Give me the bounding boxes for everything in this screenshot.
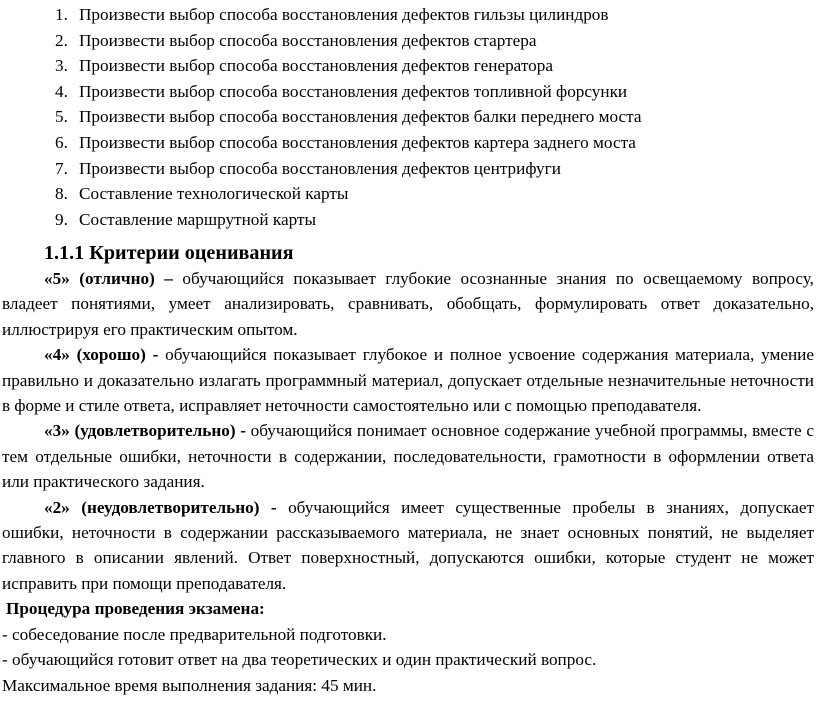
grade-description: обучающийся понимает основное содержание учебной программы, вместе с тем отдельные ошибки, неточности в содержании, последовательности, грамотности в оформлении ответа или практического задания. bbox=[2, 421, 814, 492]
list-item bbox=[55, 207, 795, 233]
grade-description: обучающийся показывает глубокие осознанные знания по освещаемому вопросу, владеет понятиями, умеет анализировать, сравнивать, обобщать, формулировать ответ доказательно, иллюстрируя его практическим опытом. bbox=[2, 269, 814, 339]
grade-label: «5» (отлично) – bbox=[44, 269, 173, 288]
grade-description: обучающийся имеет существенные пробелы в знаниях, допускает ошибки, неточности в содержании рассказываемого материала, не знает основных понятий, не выделяет главного в описании явлений. Ответ поверхностный, допускаются ошибки, которые студент не может исправить при помощи преподавателя. bbox=[2, 497, 814, 593]
max-time-line: Максимальное время выполнения задания: 45 мин. bbox=[2, 675, 377, 695]
list-item-text: Произвести выбор способа восстановления дефектов генератора bbox=[79, 56, 553, 76]
list-item bbox=[55, 104, 795, 130]
list-item bbox=[55, 181, 795, 207]
list-item-text: Произвести выбор способа восстановления дефектов картера заднего моста bbox=[79, 132, 636, 152]
criteria-section bbox=[2, 240, 814, 698]
list-item-number: 1. bbox=[55, 5, 68, 24]
list-item-number: 3. bbox=[55, 56, 68, 76]
grade-label: «2» (неудовлетворительно) - bbox=[44, 497, 277, 517]
list-item bbox=[55, 130, 795, 156]
grade-label: «4» (хорошо) - bbox=[44, 345, 159, 365]
criteria-title: 1.1.1 Критерии оценивания bbox=[44, 242, 294, 264]
list-item bbox=[55, 28, 795, 54]
procedure-item: - собеседование после предварительной подготовки. bbox=[2, 624, 387, 644]
list-item-number: 4. bbox=[55, 81, 68, 101]
list-item-number: 9. bbox=[55, 209, 68, 229]
list-item-number: 8. bbox=[55, 184, 68, 204]
list-item bbox=[55, 156, 795, 182]
list-item-text: Составление маршрутной карты bbox=[79, 209, 316, 229]
grade-2-paragraph bbox=[2, 495, 814, 597]
list-item-text: Произвести выбор способа восстановления дефектов балки переднего моста bbox=[79, 107, 642, 127]
list-item bbox=[55, 79, 795, 105]
procedure-item: - обучающийся готовит ответ на два теоретических и один практический вопрос. bbox=[2, 650, 597, 670]
list-item-number: 2. bbox=[55, 30, 68, 50]
grade-label: «3» (удовлетворительно) - bbox=[44, 421, 246, 441]
list-item bbox=[55, 2, 795, 28]
list-item bbox=[55, 53, 795, 79]
list-item-number: 6. bbox=[55, 132, 68, 152]
list-item-number: 5. bbox=[55, 107, 68, 127]
grade-3-paragraph bbox=[2, 418, 814, 494]
task-list bbox=[55, 2, 795, 232]
list-item-text: Произвести выбор способа восстановления дефектов гильзы цилиндров bbox=[79, 5, 609, 24]
procedure-title: Процедура проведения экзамена: bbox=[6, 599, 265, 619]
grade-description: обучающийся показывает глубокое и полное усвоение содержания материала, умение правильно и доказательно излагать программный материал, допускает отдельные незначительные неточности в форме и стиле ответа, исправляет неточности самостоятельно или с помощью преподавателя. bbox=[2, 345, 814, 416]
grade-4-paragraph bbox=[2, 342, 814, 418]
list-item-text: Произвести выбор способа восстановления дефектов центрифуги bbox=[79, 158, 561, 178]
list-item-text: Произвести выбор способа восстановления дефектов стартера bbox=[79, 30, 537, 50]
list-item-text: Составление технологической карты bbox=[79, 184, 349, 204]
list-item-text: Произвести выбор способа восстановления дефектов топливной форсунки bbox=[79, 81, 628, 101]
list-item-number: 7. bbox=[55, 158, 68, 178]
grade-5-paragraph bbox=[2, 266, 814, 342]
